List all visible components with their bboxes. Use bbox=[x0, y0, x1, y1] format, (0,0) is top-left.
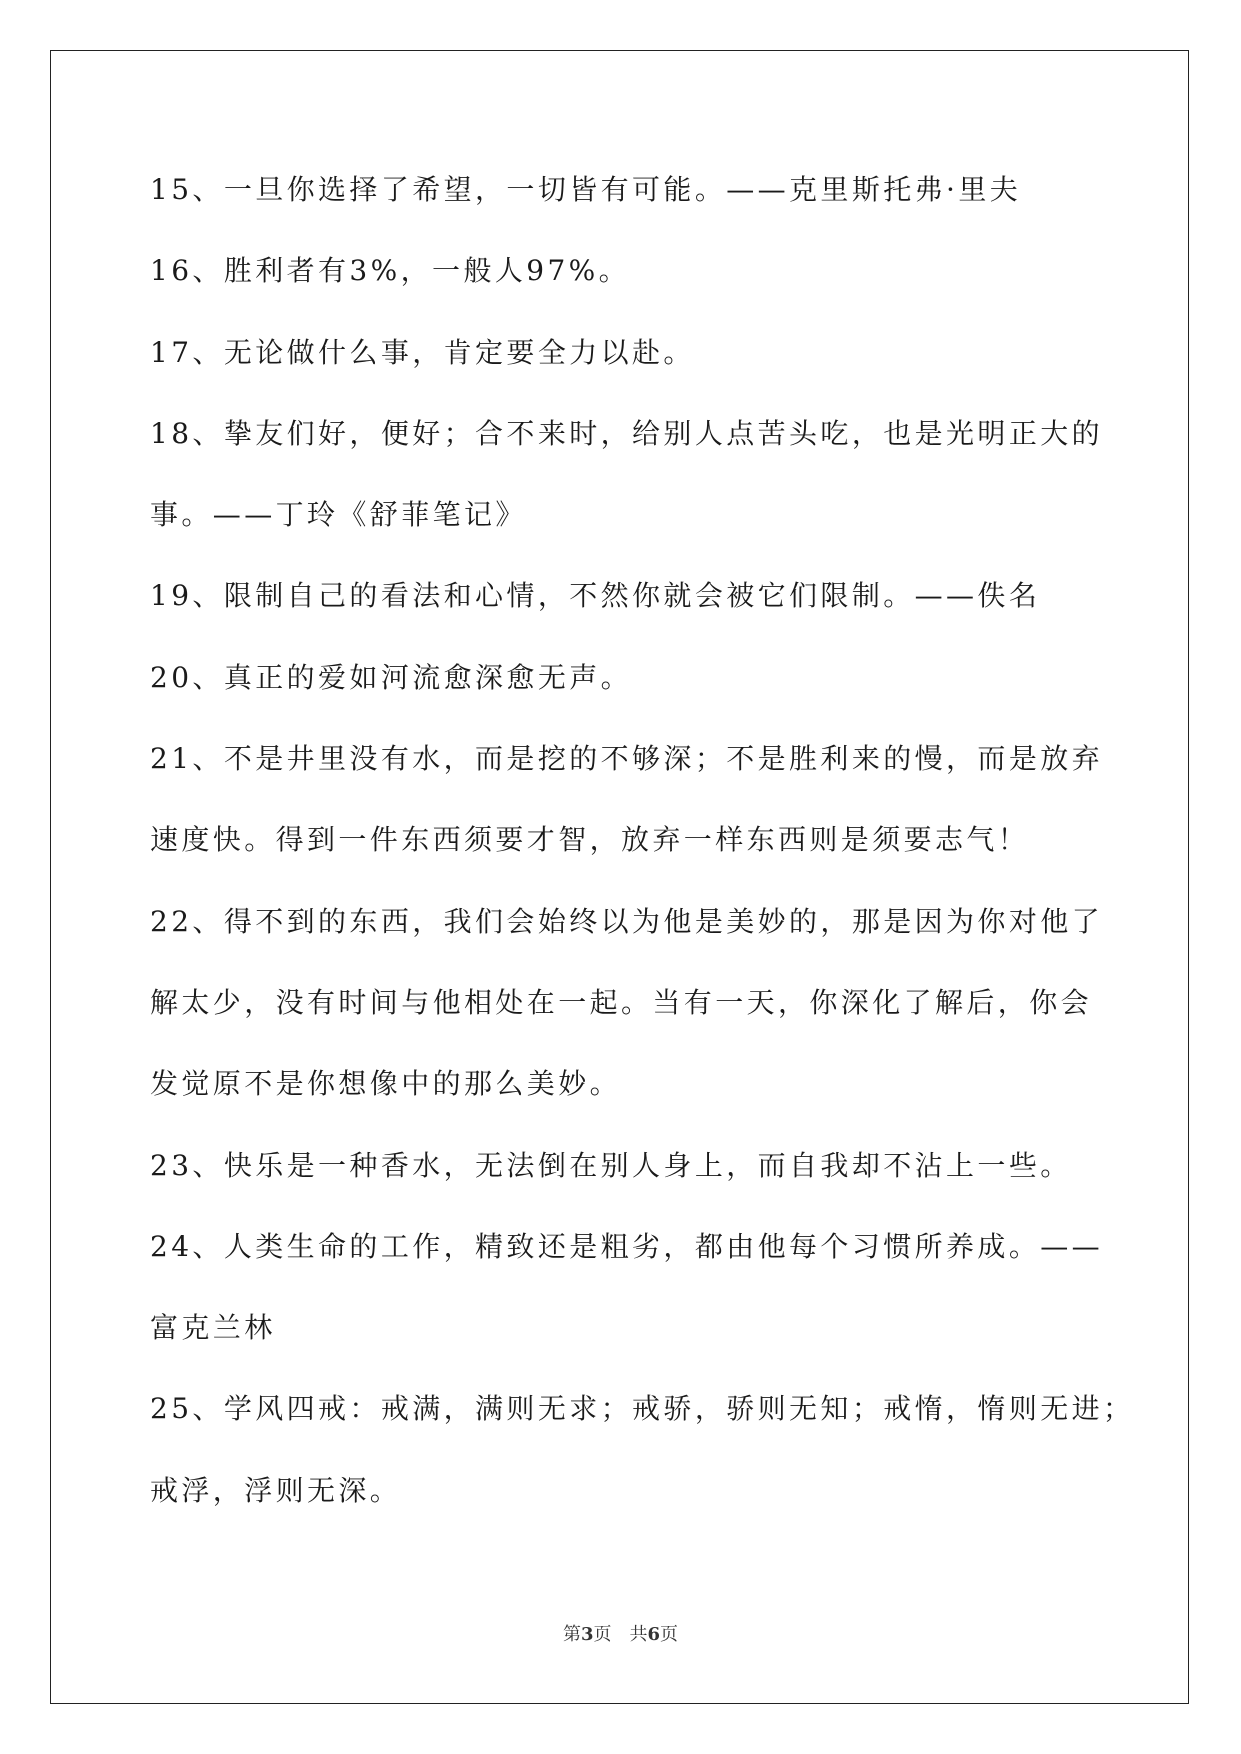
text-line: 富克兰林 bbox=[150, 1311, 276, 1345]
text-line: 23、快乐是一种香水，无法倒在别人身上，而自我却不沾上一些。 bbox=[150, 1148, 1072, 1182]
text-line: 解太少，没有时间与他相处在一起。当有一天，你深化了解后，你会 bbox=[150, 985, 1093, 1019]
text-line: 15、一旦你选择了希望，一切皆有可能。——克里斯托弗·里夫 bbox=[150, 173, 1022, 206]
page-number: 3 bbox=[580, 1624, 594, 1645]
text-line: 20、真正的爱如河流愈深愈无声。 bbox=[150, 660, 633, 694]
text-line: 事。——丁玲《舒菲笔记》 bbox=[150, 498, 527, 532]
page-footer bbox=[0, 1620, 1241, 1646]
page-suffix: 页 bbox=[593, 1624, 612, 1645]
text-line: 18、挚友们好，便好；合不来时，给别人点苦头吃，也是光明正大的 bbox=[150, 416, 1104, 450]
text-line: 21、不是井里没有水，而是挖的不够深；不是胜利来的慢，而是放弃 bbox=[150, 742, 1104, 776]
text-line: 17、无论做什么事，肯定要全力以赴。 bbox=[150, 335, 695, 369]
total-prefix: 共 bbox=[629, 1624, 648, 1645]
text-line: 25、学风四戒：戒满，满则无求；戒骄，骄则无知；戒惰，惰则无进； bbox=[150, 1392, 1135, 1426]
total-suffix: 页 bbox=[660, 1624, 679, 1645]
total-pages: 6 bbox=[647, 1624, 661, 1645]
text-line: 19、限制自己的看法和心情，不然你就会被它们限制。——佚名 bbox=[150, 579, 1041, 613]
text-line: 24、人类生命的工作，精致还是粗劣，都由他每个习惯所养成。—— bbox=[150, 1229, 1104, 1263]
document-body bbox=[150, 160, 1135, 1542]
text-line: 22、得不到的东西，我们会始终以为他是美妙的，那是因为你对他了 bbox=[150, 904, 1104, 938]
text-line: 发觉原不是你想像中的那么美妙。 bbox=[150, 1067, 622, 1101]
text-line: 戒浮，浮则无深。 bbox=[150, 1473, 402, 1507]
text-line: 速度快。得到一件东西须要才智，放弃一样东西则是须要志气！ bbox=[150, 823, 1030, 857]
text-line: 16、胜利者有3%，一般人97%。 bbox=[150, 254, 631, 288]
page-prefix: 第 bbox=[562, 1624, 581, 1645]
